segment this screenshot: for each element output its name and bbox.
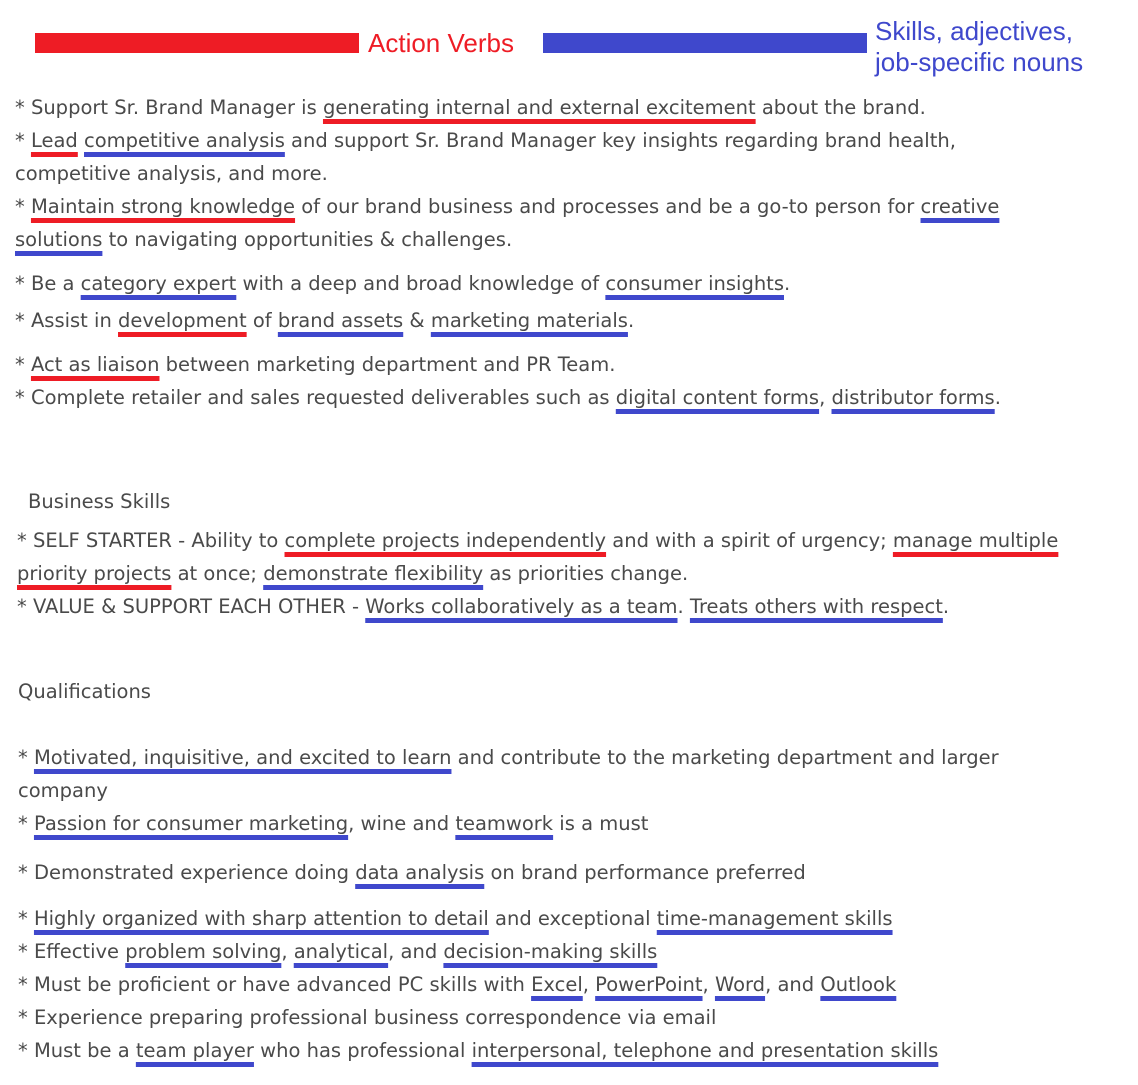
skill-highlight: interpersonal, telephone and presentation skills [471, 1039, 939, 1062]
skill-highlight: Treats others with respect [689, 595, 943, 618]
text-run: * Must be a [18, 1039, 136, 1062]
text-run: , and [765, 973, 821, 996]
text-run: is a must [553, 812, 649, 835]
text-run: * VALUE & SUPPORT EACH OTHER - [17, 595, 366, 618]
text-run: * [15, 195, 31, 218]
skill-highlight: demonstrate flexibility [263, 562, 484, 585]
text-run: on brand performance preferred [484, 861, 806, 884]
text-run: , [582, 973, 596, 996]
duty-line [15, 192, 1135, 222]
text-run: . [784, 272, 791, 295]
skill-highlight: Passion for consumer marketing [33, 812, 349, 835]
text-run: with a deep and broad knowledge of [236, 272, 606, 295]
business-skills-heading: Business Skills [28, 490, 171, 513]
duty-line [15, 350, 1135, 380]
action-verb-highlight: complete projects independently [284, 529, 607, 552]
text-run: . [942, 595, 950, 618]
text-run: who has professional [253, 1039, 472, 1062]
business-skill-line [17, 592, 1137, 622]
action-verb-highlight: priority projects [17, 562, 172, 585]
text-run: * [18, 812, 34, 835]
qualification-line [18, 904, 1138, 934]
skill-highlight: competitive analysis [84, 129, 285, 152]
text-run: and support Sr. Brand Manager key insights regarding brand health, [284, 129, 956, 152]
action-verb-highlight: generating internal and external excitement [322, 96, 756, 119]
action-verb-highlight: manage multiple [892, 529, 1059, 552]
text-run: * Complete retailer and sales requested deliverables such as [15, 386, 616, 409]
skill-highlight: distributor forms [831, 386, 995, 409]
text-run: * [18, 907, 34, 930]
duty-line [15, 159, 1135, 189]
skill-highlight: decision-making skills [443, 940, 658, 963]
skills-legend-label-line1: Skills, adjectives, [875, 16, 1073, 46]
skill-highlight: problem solving [125, 940, 282, 963]
text-run: . [994, 386, 1001, 409]
duty-line [15, 126, 1135, 156]
text-run: * Must be proficient or have advanced PC skills with [18, 973, 532, 996]
skill-highlight: solutions [15, 228, 103, 251]
qualification-line [18, 1003, 1138, 1033]
skill-highlight: Works collaboratively as a team [365, 595, 678, 618]
skill-highlight: Word [714, 973, 766, 996]
business-skill-line [17, 559, 1137, 589]
qualification-line [18, 809, 1138, 839]
text-run: . [677, 595, 690, 618]
skill-highlight: time-management skills [656, 907, 893, 930]
skill-highlight: marketing materials [430, 309, 628, 332]
text-run: of our brand business and processes and be a go-to person for [295, 195, 921, 218]
skill-highlight: data analysis [355, 861, 485, 884]
skill-highlight: Motivated, inquisitive, and excited to learn [33, 746, 452, 769]
text-run: * Effective [18, 940, 126, 963]
duty-line [15, 269, 1135, 299]
text-run: , and [388, 940, 444, 963]
skill-highlight: analytical [293, 940, 389, 963]
skill-highlight: Highly organized with sharp attention to detail [33, 907, 489, 930]
duty-line [15, 93, 1135, 123]
text-run: and contribute to the marketing department and larger [451, 746, 999, 769]
skill-highlight: teamwork [455, 812, 554, 835]
duty-line [15, 225, 1135, 255]
skill-highlight: Outlook [820, 973, 897, 996]
text-run: * [18, 746, 34, 769]
text-run: , [819, 386, 832, 409]
text-run: , wine and [348, 812, 456, 835]
text-run: * Experience preparing professional business correspondence via email [18, 1006, 717, 1029]
action-verbs-legend-label: Action Verbs [368, 28, 514, 58]
qualification-line [18, 970, 1138, 1000]
text-run: , [281, 940, 294, 963]
text-run: about the brand. [755, 96, 926, 119]
text-run: and with a spirit of urgency; [606, 529, 893, 552]
text-run: , [702, 973, 715, 996]
text-run: at once; [171, 562, 264, 585]
text-run: to navigating opportunities & challenges. [102, 228, 513, 251]
text-run: competitive analysis, and more. [15, 162, 328, 185]
skills-legend-label-line2: job-specific nouns [875, 47, 1084, 77]
qualification-line [18, 776, 1138, 806]
action-verb-highlight: Lead [30, 129, 78, 152]
qualifications-heading: Qualifications [18, 680, 151, 703]
skills-legend-swatch [543, 33, 867, 53]
text-run: company [18, 779, 108, 802]
skill-highlight: Excel [531, 973, 583, 996]
skill-highlight: brand assets [277, 309, 404, 332]
skill-highlight: team player [135, 1039, 254, 1062]
duty-line [15, 306, 1135, 336]
qualification-line [18, 743, 1138, 773]
qualification-line [18, 858, 1138, 888]
duty-line [15, 383, 1135, 413]
text-run: & [403, 309, 431, 332]
skill-highlight: creative [920, 195, 1000, 218]
text-run: * Demonstrated experience doing [18, 861, 356, 884]
text-run: * Be a [15, 272, 81, 295]
text-run: * Support Sr. Brand Manager is [15, 96, 323, 119]
action-verb-highlight: development [118, 309, 247, 332]
text-run: * [15, 353, 31, 376]
text-run: as priorities change. [483, 562, 689, 585]
skill-highlight: digital content forms [615, 386, 820, 409]
qualification-line [18, 1036, 1138, 1066]
text-run: . [627, 309, 635, 332]
text-run: of [246, 309, 278, 332]
action-verbs-legend-swatch [35, 33, 359, 53]
text-run: * SELF STARTER - Ability to [17, 529, 285, 552]
skill-highlight: consumer insights [605, 272, 784, 295]
action-verb-highlight: Act as liaison [30, 353, 160, 376]
action-verb-highlight: Maintain strong knowledge [30, 195, 296, 218]
text-run: * Assist in [15, 309, 119, 332]
text-run: between marketing department and PR Team. [159, 353, 616, 376]
skill-highlight: category expert [80, 272, 237, 295]
qualification-line [18, 937, 1138, 967]
text-run: * [15, 129, 31, 152]
text-run: and exceptional [488, 907, 657, 930]
skill-highlight: PowerPoint [595, 973, 703, 996]
business-skill-line [17, 526, 1137, 556]
